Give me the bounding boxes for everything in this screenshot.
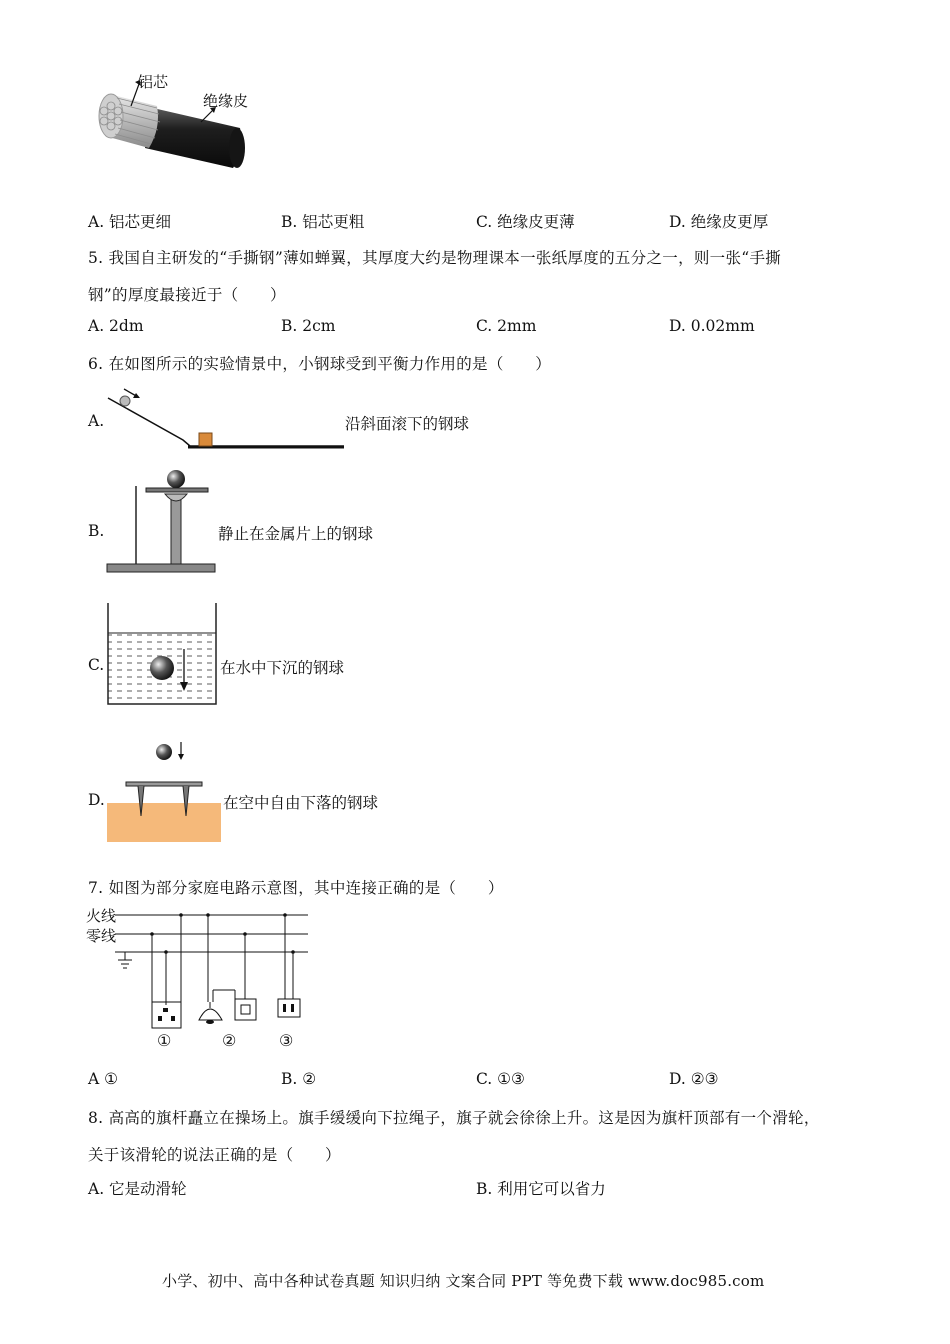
q4-option-c[interactable]: C. 绝缘皮更薄 <box>476 213 575 231</box>
circuit-mark-3: ③ <box>279 1031 294 1050</box>
sheath-label: 绝缘皮 <box>203 92 249 110</box>
q4-option-a[interactable]: A. 铝芯更细 <box>88 213 172 231</box>
q7-option-d[interactable]: D. ②③ <box>669 1070 719 1088</box>
q5-option-b[interactable]: B. 2cm <box>281 317 336 335</box>
q6-option-a-caption: 沿斜面滚下的钢球 <box>345 415 470 433</box>
q5-option-c[interactable]: C. 2mm <box>476 317 537 335</box>
falling-ball-figure <box>106 738 224 844</box>
q8-option-a[interactable]: A. 它是动滑轮 <box>88 1180 187 1198</box>
live-wire-label: 火线 <box>86 907 117 925</box>
household-circuit-diagram <box>115 908 315 1038</box>
q6-option-d-caption: 在空中自由下落的钢球 <box>223 794 379 812</box>
q5-option-a[interactable]: A. 2dm <box>88 317 144 335</box>
q6-option-d-letter[interactable]: D. <box>88 791 105 809</box>
q4-option-b[interactable]: B. 铝芯更粗 <box>281 213 365 231</box>
incline-ball-figure <box>108 383 348 453</box>
q7-option-c[interactable]: C. ①③ <box>476 1070 525 1088</box>
q6-option-a-letter[interactable]: A. <box>88 412 105 430</box>
core-label: 铝芯 <box>138 73 169 91</box>
q4-option-d[interactable]: D. 绝缘皮更厚 <box>669 213 769 231</box>
q5-stem-line1: 5. 我国自主研发的“手撕钢”薄如蝉翼，其厚度大约是物理课本一张纸厚度的五分之一，则一张“手撕 <box>88 249 782 267</box>
q7-option-a[interactable]: A ① <box>88 1070 119 1088</box>
q6-option-b-caption: 静止在金属片上的钢球 <box>218 525 374 543</box>
stand-ball-figure <box>106 466 218 576</box>
circuit-mark-2: ② <box>222 1031 237 1050</box>
water-ball-figure <box>106 603 218 707</box>
q8-stem-line1: 8. 高高的旗杆矗立在操场上。旗手缓缓向下拉绳子，旗子就会徐徐上升。这是因为旗杆顶部有一个滑轮， <box>88 1109 820 1127</box>
q6-option-b-letter[interactable]: B. <box>88 522 105 540</box>
neutral-wire-label: 零线 <box>86 927 117 945</box>
page-footer: 小学、初中、高中各种试卷真题 知识归纳 文案合同 PPT 等免费下载 www.doc985.com <box>162 1272 765 1290</box>
q6-option-c-letter[interactable]: C. <box>88 656 105 674</box>
q8-stem-line2: 关于该滑轮的说法正确的是（ ） <box>88 1146 341 1164</box>
q7-stem: 7. 如图为部分家庭电路示意图，其中连接正确的是（ ） <box>88 879 504 897</box>
q8-option-b[interactable]: B. 利用它可以省力 <box>476 1180 606 1198</box>
q7-option-b[interactable]: B. ② <box>281 1070 317 1088</box>
q6-stem: 6. 在如图所示的实验情景中，小钢球受到平衡力作用的是（ ） <box>88 355 552 373</box>
circuit-mark-1: ① <box>157 1031 172 1050</box>
cable-illustration <box>95 70 265 180</box>
q5-stem-line2: 钢”的厚度最接近于（ ） <box>88 286 286 304</box>
q5-option-d[interactable]: D. 0.02mm <box>669 317 755 335</box>
q6-option-c-caption: 在水中下沉的钢球 <box>220 659 345 677</box>
